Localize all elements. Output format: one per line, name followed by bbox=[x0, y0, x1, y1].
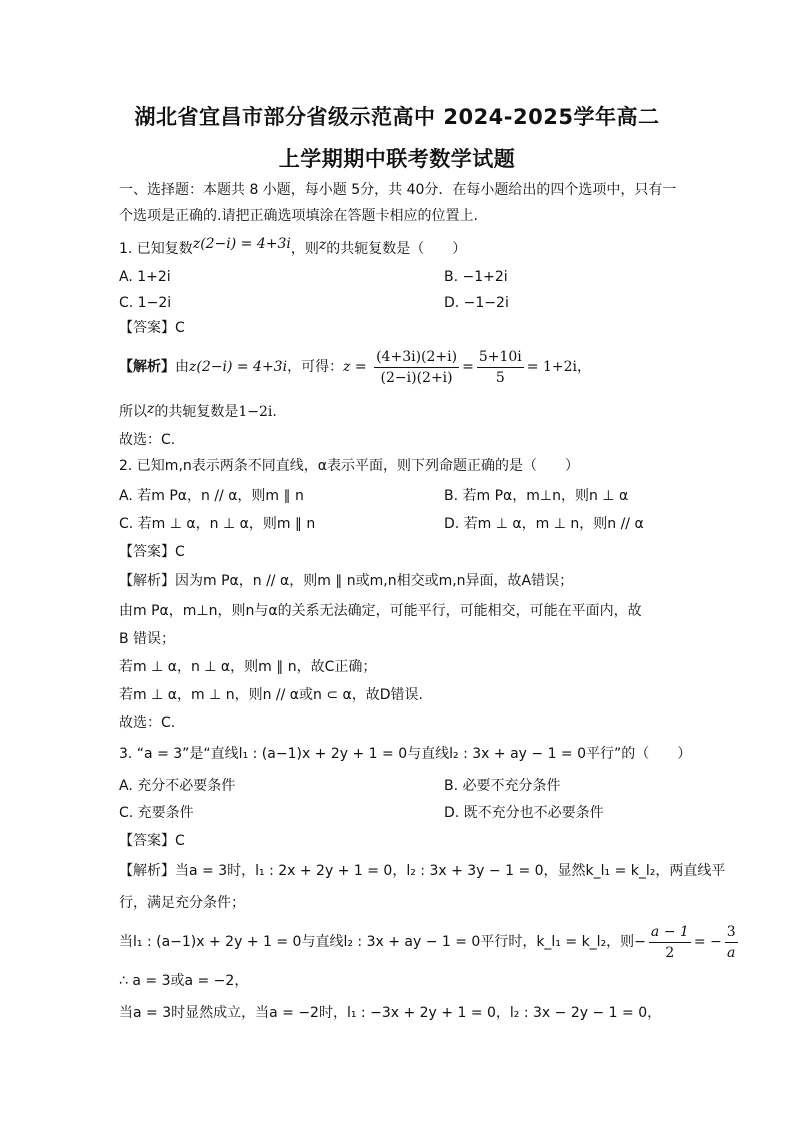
q3-analysis-line5: 当a = 3时显然成立，当a = −2时，l₁ : −3x + 2y + 1 = 0，l₂ : 3x − 2y − 1 = 0， bbox=[119, 1005, 662, 1021]
q2-analysis-line4: 若m ⊥ α，n ⊥ α，则m ∥ n，故C正确； bbox=[119, 659, 377, 675]
q2-stem: 2. 已知m,n表示两条不同直线，α表示平面，则下列命题正确的是（ ） bbox=[119, 458, 579, 474]
q1-fraction-1-denominator: (2−i)(2+i) bbox=[380, 369, 453, 386]
q1-stem-end: 的共轭复数是（ ） bbox=[326, 241, 467, 257]
q2-option-c: C. 若m ⊥ α，n ⊥ α，则m ∥ n bbox=[119, 516, 316, 532]
exam-title-line2: 上学期期中联考数学试题 bbox=[278, 147, 516, 171]
q1-conclusion-pre: 所以 bbox=[119, 404, 147, 420]
q2-option-d: D. 若m ⊥ α，m ⊥ n，则n // α bbox=[444, 516, 644, 532]
q3-fraction-2-denominator: a bbox=[727, 944, 736, 961]
q2-analysis-line3: B 错误； bbox=[119, 631, 176, 647]
q2-option-b: B. 若m Pα，m⊥n，则n ⊥ α bbox=[444, 488, 629, 504]
q3-answer: 【答案】C bbox=[119, 833, 185, 849]
q2-analysis-line2: 由m Pα，m⊥n，则n与α的关系无法确定，可能平行，可能相交，可能在平面内，故 bbox=[119, 603, 642, 619]
q1-equals-1: = bbox=[462, 359, 474, 375]
q3-option-c: C. 充要条件 bbox=[119, 805, 194, 821]
q3-option-d: D. 既不充分也不必要条件 bbox=[444, 805, 604, 821]
q1-fraction-2-numerator: 5+10i bbox=[477, 347, 524, 368]
q1-fraction-2 bbox=[477, 347, 524, 388]
q1-analysis-pre: 由 bbox=[175, 359, 189, 375]
q2-analysis-line5: 若m ⊥ α，m ⊥ n，则n // α或n ⊂ α，故D错误. bbox=[119, 687, 423, 703]
section-intro-line2: 个选项是正确的.请把正确选项填涂在答题卡相应的位置上. bbox=[119, 208, 478, 224]
q1-analysis-label: 【解析】 bbox=[119, 359, 175, 375]
q3-analysis-line1: 【解析】当a = 3时，l₁ : 2x + 2y + 1 = 0，l₂ : 3x + 3y − 1 = 0，显然k_l₁ = k_l₂，两直线平 bbox=[119, 863, 726, 879]
q1-option-b: B. −1+2i bbox=[444, 269, 508, 285]
q3-fraction-2-numerator: 3 bbox=[725, 922, 738, 943]
q1-conclusion-post: 的共轭复数是 bbox=[154, 404, 239, 420]
q3-analysis-line2: 行，满足充分条件； bbox=[119, 895, 245, 911]
q1-stem bbox=[119, 236, 467, 258]
q3-analysis-line4: ∴ a = 3或a = −2， bbox=[119, 973, 249, 989]
exam-title-line1: 湖北省宜昌市部分省级示范高中 2024-2025学年高二 bbox=[134, 105, 660, 129]
q1-conclusion-end: . bbox=[272, 404, 277, 420]
q3-analysis-line3-mid: = − bbox=[693, 934, 722, 950]
q1-analysis-mid: ，可得： bbox=[287, 359, 344, 375]
q1-conclusion bbox=[119, 403, 277, 421]
q1-choice: 故选：C. bbox=[119, 432, 176, 448]
q1-analysis-equation: z(2−i) = 4+3i bbox=[189, 359, 288, 375]
q1-fraction-2-denominator: 5 bbox=[495, 369, 505, 386]
q3-fraction-1-denominator: 2 bbox=[665, 944, 675, 961]
q3-analysis-line3-pre: 当l₁ : (a−1)x + 2y + 1 = 0与直线l₂ : 3x + ay − 1 = 0平行时，k_l₁ = k_l₂，则− bbox=[119, 934, 646, 950]
q3-fraction-1-numerator: a − 1 bbox=[649, 922, 691, 943]
q1-option-a: A. 1+2i bbox=[119, 269, 171, 285]
q1-conclusion-z: z bbox=[147, 401, 155, 417]
q3-stem: 3. “a = 3”是“直线l₁ : (a−1)x + 2y + 1 = 0与直线l₂ : 3x + ay − 1 = 0平行”的（ ） bbox=[119, 746, 692, 762]
q3-fraction-2 bbox=[725, 922, 738, 963]
q2-analysis-line1: 【解析】因为m Pα，n // α，则m ∥ n或m,n相交或m,n异面，故A错误； bbox=[119, 573, 574, 589]
q3-fraction-1 bbox=[649, 922, 691, 963]
q1-answer: 【答案】C bbox=[119, 320, 185, 336]
q1-stem-pre: 1. 已知复数 bbox=[119, 241, 193, 257]
q2-answer: 【答案】C bbox=[119, 544, 185, 560]
q1-fraction-1 bbox=[374, 347, 459, 388]
q1-option-c: C. 1−2i bbox=[119, 295, 172, 311]
q3-analysis-line3 bbox=[119, 920, 741, 964]
q1-stem-z: z bbox=[318, 237, 327, 253]
q1-fraction-1-numerator: (4+3i)(2+i) bbox=[374, 347, 459, 368]
q3-option-b: B. 必要不充分条件 bbox=[444, 778, 561, 794]
q2-option-a: A. 若m Pα，n // α，则m ∥ n bbox=[119, 488, 304, 504]
q1-stem-post: ，则 bbox=[290, 241, 319, 257]
q1-analysis-z: z = bbox=[343, 359, 367, 375]
q2-choice: 故选：C. bbox=[119, 715, 176, 731]
q1-analysis bbox=[119, 345, 591, 389]
q1-conclusion-value: 1−2i bbox=[238, 404, 273, 420]
q1-option-d: D. −1−2i bbox=[444, 295, 509, 311]
section-intro-line1: 一、选择题：本题共 8 小题，每小题 5分，共 40分．在每小题给出的四个选项中，只有一 bbox=[119, 182, 677, 198]
q1-stem-equation: z(2−i) = 4+3i bbox=[192, 236, 291, 252]
q1-result: = 1+2i， bbox=[526, 359, 591, 375]
q3-option-a: A. 充分不必要条件 bbox=[119, 778, 236, 794]
